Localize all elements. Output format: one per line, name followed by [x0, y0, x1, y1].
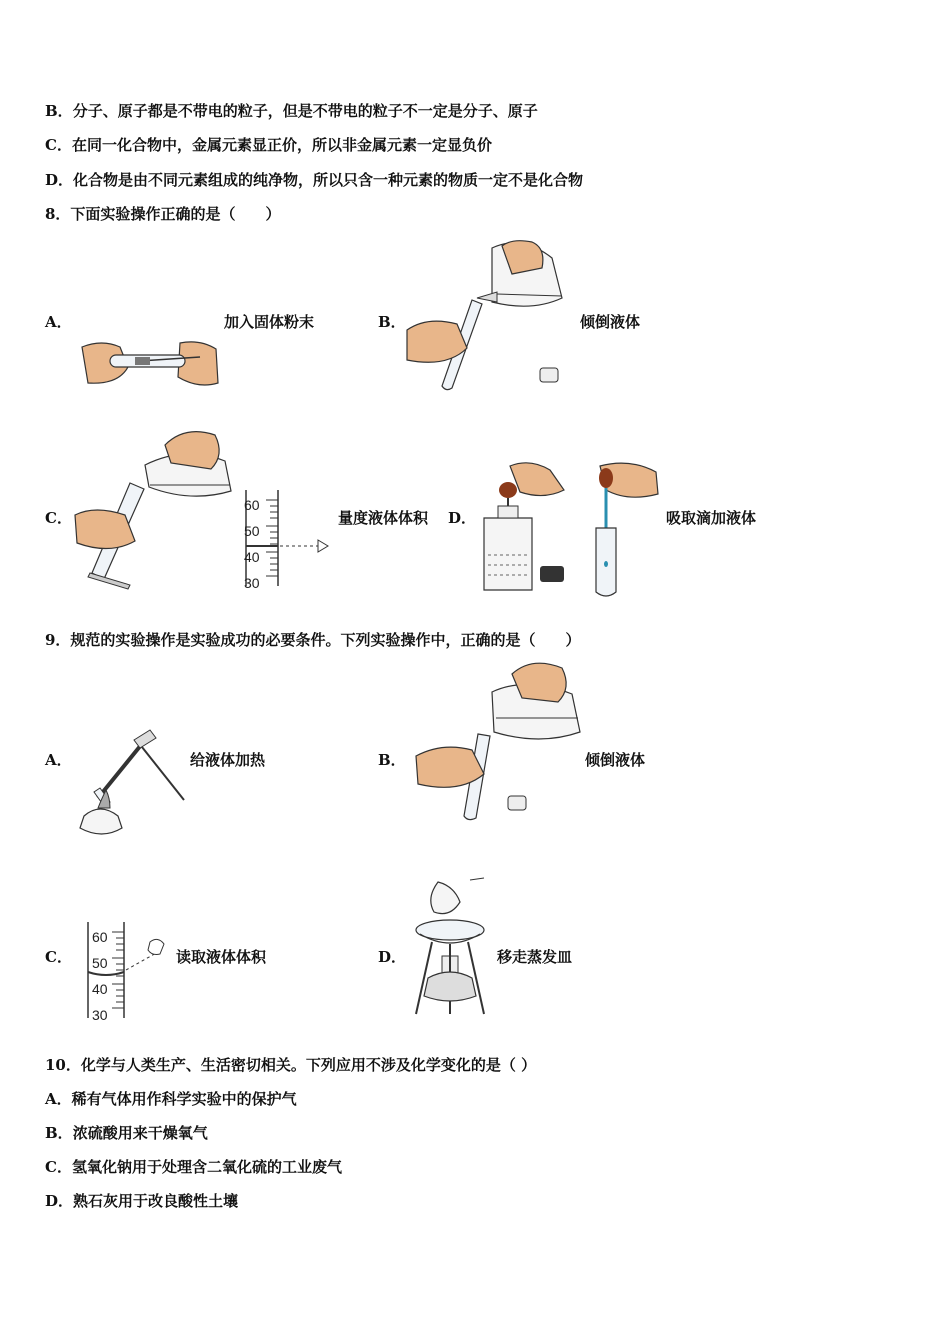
q8-scale-labels	[244, 492, 260, 596]
scale-tick-50: 50	[92, 955, 108, 971]
q8-option-b-letter: B．	[378, 313, 406, 331]
scale-tick-60: 60	[92, 929, 108, 945]
q10-option-b	[45, 1123, 208, 1143]
q10-option-a	[45, 1089, 297, 1109]
q8-option-d-letter: D．	[448, 509, 477, 527]
q7-option-d	[45, 170, 583, 190]
option-letter: B．	[45, 1124, 73, 1142]
scale-tick-30: 30	[92, 1007, 108, 1023]
option-text: 浓硫酸用来干燥氧气	[72, 1124, 208, 1142]
heating-tube-icon	[78, 728, 188, 838]
option-text: 稀有气体用作科学实验中的保护气	[71, 1090, 297, 1108]
q7-option-c	[45, 135, 492, 155]
q9-scale-labels	[92, 924, 108, 1028]
q9-option-d-caption: 移走蒸发皿	[497, 948, 573, 966]
q8-option-a-caption: 加入固体粉末	[224, 313, 315, 331]
q8-stem: 8．下面实验操作正确的是（ ）	[45, 205, 281, 223]
scale-tick-30: 30	[244, 575, 260, 591]
scale-tick-40: 40	[244, 549, 260, 565]
q7-option-b	[45, 101, 538, 121]
dropper-icon	[480, 460, 660, 600]
pour-liquid-icon	[402, 238, 572, 390]
q9-option-b-caption: 倾倒液体	[585, 751, 646, 769]
tube-powder-icon	[80, 335, 220, 390]
option-text: 分子、原子都是不带电的粒子，但是不带电的粒子不一定是分子、原子	[72, 102, 538, 120]
option-letter: C．	[45, 1158, 72, 1176]
pour-liquid-icon	[412, 660, 584, 822]
q8-option-a-letter: A．	[45, 313, 72, 331]
q8-option-c-caption: 量度液体体积	[338, 509, 429, 527]
q10-stem: 10．化学与人类生产、生活密切相关。下列应用不涉及化学变化的是（ ）	[45, 1056, 537, 1074]
q8-option-b-caption: 倾倒液体	[580, 313, 641, 331]
q9-option-c-caption: 读取液体体积	[176, 948, 267, 966]
option-letter: D．	[45, 1192, 74, 1210]
option-letter: B．	[45, 102, 73, 120]
q8-option-d-caption: 吸取滴加液体	[666, 509, 757, 527]
scale-tick-60: 60	[244, 497, 260, 513]
graduated-cylinder-icon	[70, 425, 235, 590]
q10-option-d	[45, 1191, 238, 1211]
q9-option-a-letter: A．	[45, 751, 72, 769]
q9-option-c-letter: C．	[45, 948, 72, 966]
q9-option-b-letter: B．	[378, 751, 406, 769]
option-text: 熟石灰用于改良酸性土壤	[73, 1192, 239, 1210]
evaporating-dish-icon	[410, 878, 492, 1018]
option-text: 氢氧化钠用于处理含二氧化硫的工业废气	[71, 1158, 342, 1176]
q9-option-d-letter: D．	[378, 948, 407, 966]
scale-tick-50: 50	[244, 523, 260, 539]
q9-stem: 9．规范的实验操作是实验成功的必要条件。下列实验操作中，正确的是（ ）	[45, 631, 581, 649]
q8-option-c-letter: C．	[45, 509, 72, 527]
option-letter: A．	[45, 1090, 72, 1108]
option-text: 在同一化合物中，金属元素显正价，所以非金属元素一定显负价	[71, 136, 492, 154]
option-text: 化合物是由不同元素组成的纯净物，所以只含一种元素的物质一定不是化合物	[73, 171, 584, 189]
option-letter: D．	[45, 171, 74, 189]
scale-tick-40: 40	[92, 981, 108, 997]
q10-option-c	[45, 1157, 342, 1177]
option-letter: C．	[45, 136, 72, 154]
q9-option-a-caption: 给液体加热	[190, 751, 266, 769]
